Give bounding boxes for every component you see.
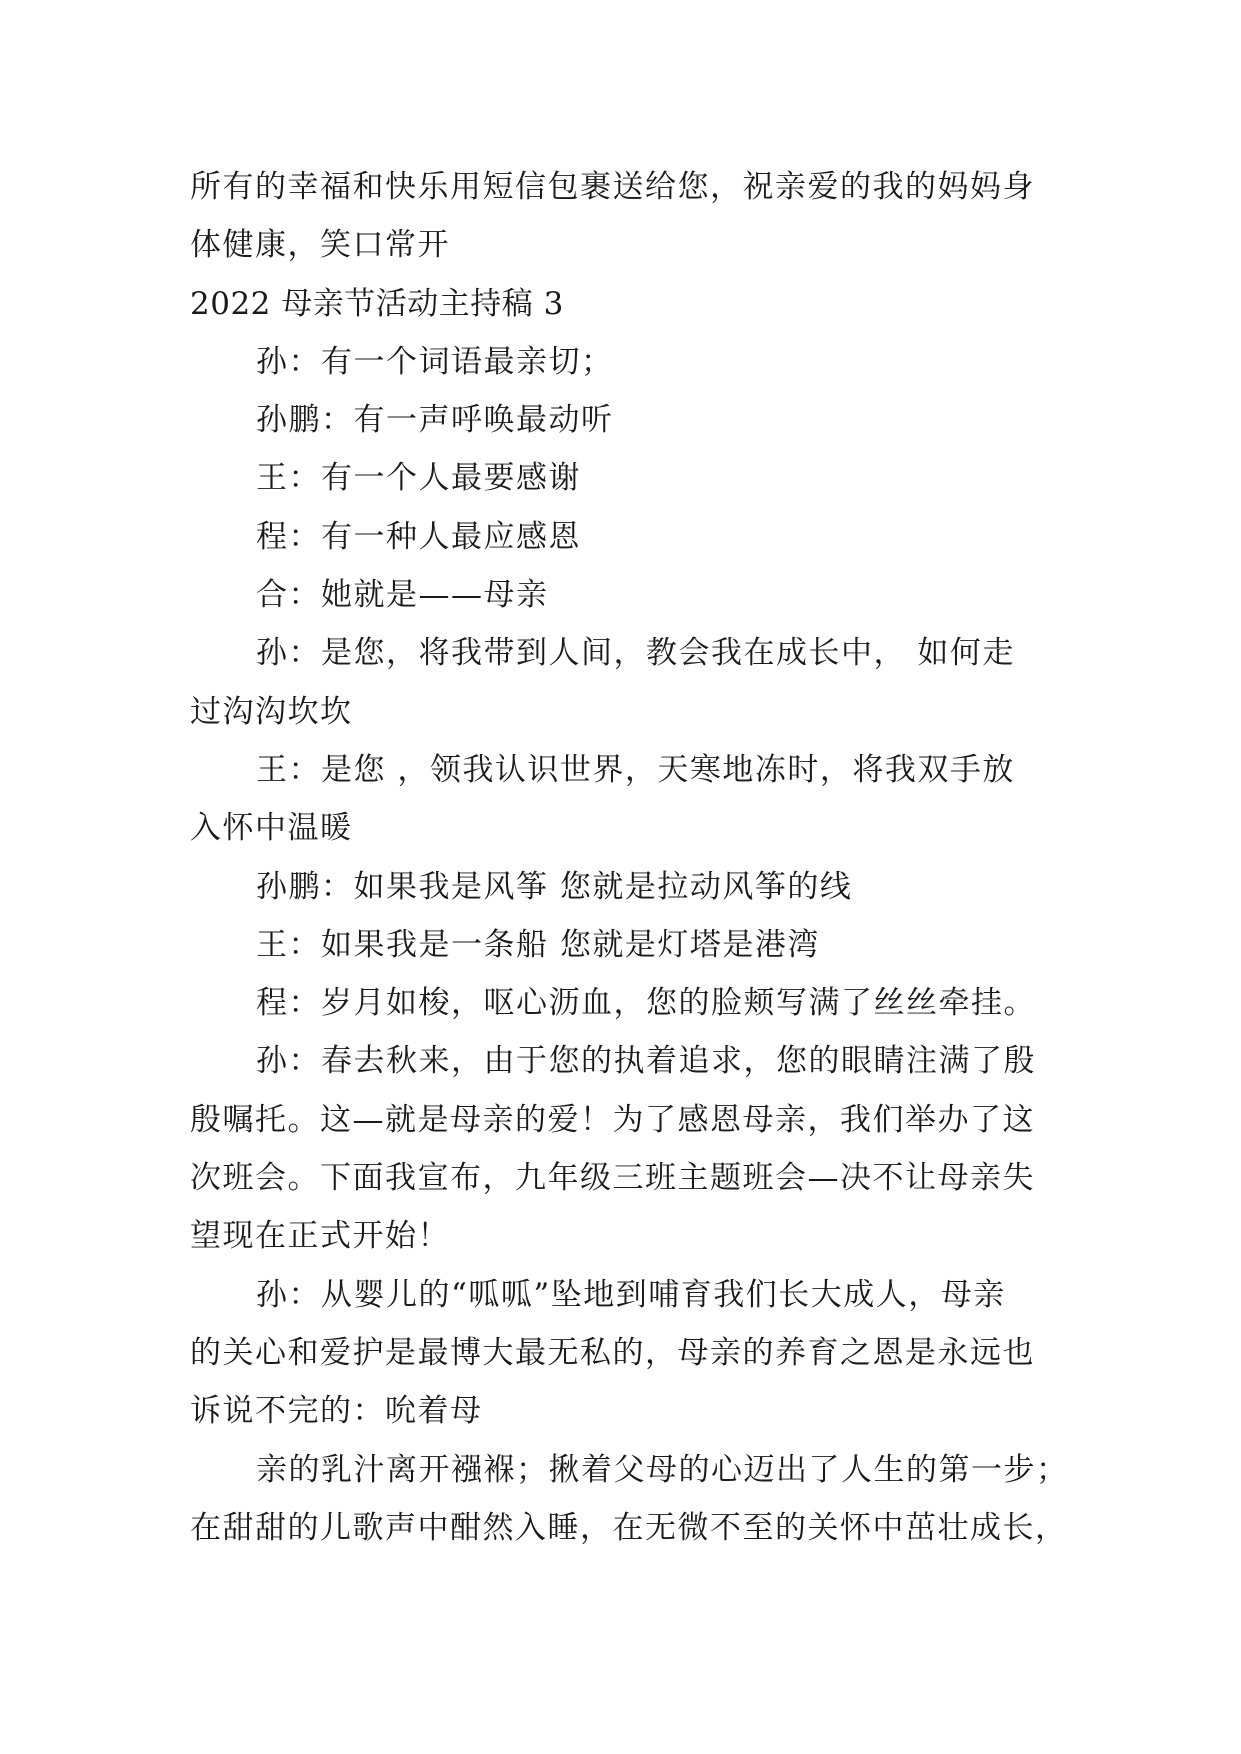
text-line: 孙鹏：有一声呼唤最动听	[256, 402, 614, 439]
text-line: 的关心和爱护是最博大最无私的，母亲的养育之恩是永远也	[190, 1334, 1035, 1371]
text-line: 诉说不完的：吮着母	[190, 1393, 483, 1430]
text-line: 孙：是您，将我带到人间，教会我在成长中， 如何走	[256, 635, 1015, 672]
text-line: 入怀中温暖	[190, 810, 353, 847]
text-line: 体健康，笑口常开	[190, 227, 450, 264]
text-line: 王：有一个人最要感谢	[256, 460, 581, 497]
text-line: 孙：从婴儿的“呱呱”坠地到哺育我们长大成人，母亲	[256, 1276, 1006, 1313]
text-line: 合：她就是——母亲	[256, 577, 549, 614]
text-line: 亲的乳汁离开襁褓；揪着父母的心迈出了人生的第一步；	[256, 1451, 1069, 1488]
text-line: 所有的幸福和快乐用短信包裹送给您，祝亲爱的我的妈妈身	[190, 169, 1035, 205]
text-line: 殷嘱托。这—就是母亲的爱！为了感恩母亲，我们举办了这	[190, 1101, 1035, 1138]
text-line: 在甜甜的儿歌声中酣然入睡，在无微不至的关怀中茁壮成长，	[190, 1509, 1068, 1546]
text-line: 孙：春去秋来，由于您的执着追求，您的眼睛注满了殷	[256, 1043, 1036, 1080]
text-line: 次班会。下面我宣布，九年级三班主题班会—决不让母亲失	[190, 1160, 1035, 1197]
section-heading: 2022 母亲节活动主持稿 3	[190, 285, 564, 322]
text-line: 王：是您 ，领我认识世界，天寒地冻时，将我双手放	[256, 751, 1015, 788]
text-line: 王：如果我是一条船 您就是灯塔是港湾	[256, 926, 820, 963]
text-line: 程：岁月如梭，呕心沥血，您的脸颊写满了丝丝牵挂。	[256, 985, 1036, 1022]
text-line: 孙：有一个词语最亲切；	[256, 343, 614, 380]
text-line: 程：有一种人最应感恩	[256, 518, 581, 555]
text-line: 望现在正式开始！	[190, 1218, 450, 1255]
document-body	[190, 158, 1069, 1557]
text-line: 过沟沟坎坎	[190, 693, 353, 730]
text-line: 孙鹏：如果我是风筝 您就是拉动风筝的线	[256, 868, 853, 905]
